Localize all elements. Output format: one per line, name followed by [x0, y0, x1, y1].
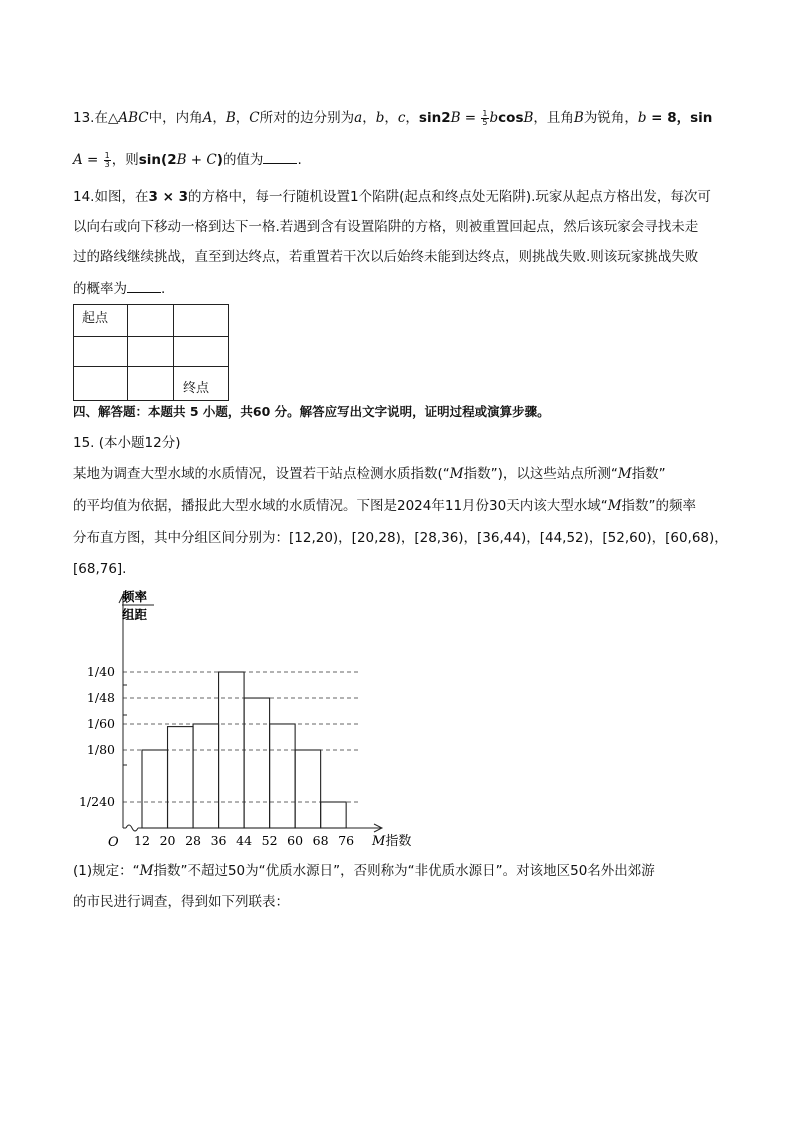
- x-tick-label: 36: [210, 833, 227, 848]
- y-tick-label: 1/60: [86, 715, 115, 731]
- origin-label: O: [108, 835, 119, 850]
- q15-para-line-4: [68,76].: [73, 561, 127, 577]
- q13-line-2: A = $\frac{1}{3}$ ，则sin(2B + C)的值为 .: [73, 150, 302, 169]
- histogram-bar: [142, 750, 168, 828]
- answer-blank[interactable]: [263, 150, 297, 164]
- q14-line-1: 14.如图，在3 × 3的方格中，每一行随机设置1个陷阱(起点和终点处无陷阱).玩家从起点方格出发，每次可: [73, 189, 711, 205]
- grid-cell: [128, 367, 174, 401]
- grid-cell: [174, 305, 229, 337]
- x-tick-label: 60: [287, 833, 304, 848]
- y-axis-label-bottom: 组距: [122, 607, 148, 622]
- q15-para-line-3: 分布直方图，其中分组区间分别为：[12,20)，[20,28)，[28,36)，[36,44)，[44,52)，[52,60)，[60,68)，: [73, 530, 728, 546]
- q15-sub1-line-1: (1)规定：“M指数”不超过50为“优质水源日”，否则称为“非优质水源日”。对该地区50名外出郊游: [73, 863, 655, 879]
- y-tick-label: 1/240: [78, 793, 115, 809]
- grid-cell: [128, 305, 174, 337]
- q15-header: 15. (本小题12分): [73, 435, 181, 451]
- x-axis-label: [371, 833, 411, 849]
- fraction-1-3: $\frac{1}{3}$: [104, 150, 110, 169]
- histogram-bar: [295, 750, 321, 828]
- histogram-bar: [321, 802, 347, 828]
- grid-cell: [74, 337, 128, 367]
- fraction-1-5: $\frac{1}{5}$: [482, 108, 488, 127]
- answer-blank[interactable]: [127, 279, 161, 293]
- x-axis-break: [126, 825, 138, 831]
- q13-line-1: 13.在△ABC中，内角A，B，C所对的边分别为a，b，c，sin2B = $\frac{1}{5}$ bcosB，且角B为锐角，b = 8，sin: [73, 108, 713, 127]
- q14-line-4: 的概率为 .: [73, 281, 166, 297]
- x-tick-label: 76: [338, 833, 355, 848]
- histogram-bar: [244, 698, 270, 828]
- y-tick-label: 1/80: [86, 742, 115, 757]
- x-tick-label: 52: [261, 833, 278, 848]
- x-tick-label: 44: [236, 833, 253, 848]
- x-axis-label-text: 指数: [385, 834, 412, 849]
- y-tick-label: 1/40: [86, 664, 115, 679]
- y-axis-label-top: 频率: [122, 589, 148, 604]
- histogram-bar: [193, 724, 219, 828]
- x-tick-label: 28: [185, 833, 201, 848]
- grid-cell: [74, 367, 128, 401]
- q15-para-line-1: 某地为调查大型水域的水质情况，设置若干站点检测水质指数(“M指数”)，以这些站点所测“M指数”: [73, 466, 666, 482]
- section-heading: 四、解答题：本题共 5 小题，共60 分。解答应写出文字说明，证明过程或演算步骤。: [73, 404, 550, 419]
- q15-sub1-line-2: 的市民进行调查，得到如下列联表：: [73, 894, 289, 910]
- grid-3x3: [73, 304, 229, 401]
- y-tick-label: 1/48: [86, 690, 115, 706]
- q15-para-line-2: 的平均值为依据，播报此大型水域的水质情况。下图是2024年11月份30天内该大型水域“M指数”的频率: [73, 498, 697, 514]
- grid-cell-end: 终点: [174, 367, 229, 401]
- histogram-bar: [168, 727, 194, 828]
- x-axis-label-var: M: [372, 834, 386, 849]
- x-tick-label: 12: [134, 833, 150, 848]
- grid-cell-start: 起点: [74, 305, 128, 337]
- grid-cell: [174, 337, 229, 367]
- frequency-histogram: [70, 585, 430, 853]
- histogram-bar: [270, 724, 296, 828]
- q14-line-2: 以向右或向下移动一格到达下一格.若遇到含有设置陷阱的方格，则被重置回起点，然后该玩家会寻找未走: [73, 219, 699, 235]
- grid-cell: [128, 337, 174, 367]
- x-tick-label: 20: [159, 833, 176, 848]
- x-tick-label: 68: [312, 833, 329, 848]
- q14-line-3: 过的路线继续挑战，直至到达终点，若重置若干次以后始终未能到达终点，则挑战失败.则该玩家挑战失败: [73, 249, 699, 265]
